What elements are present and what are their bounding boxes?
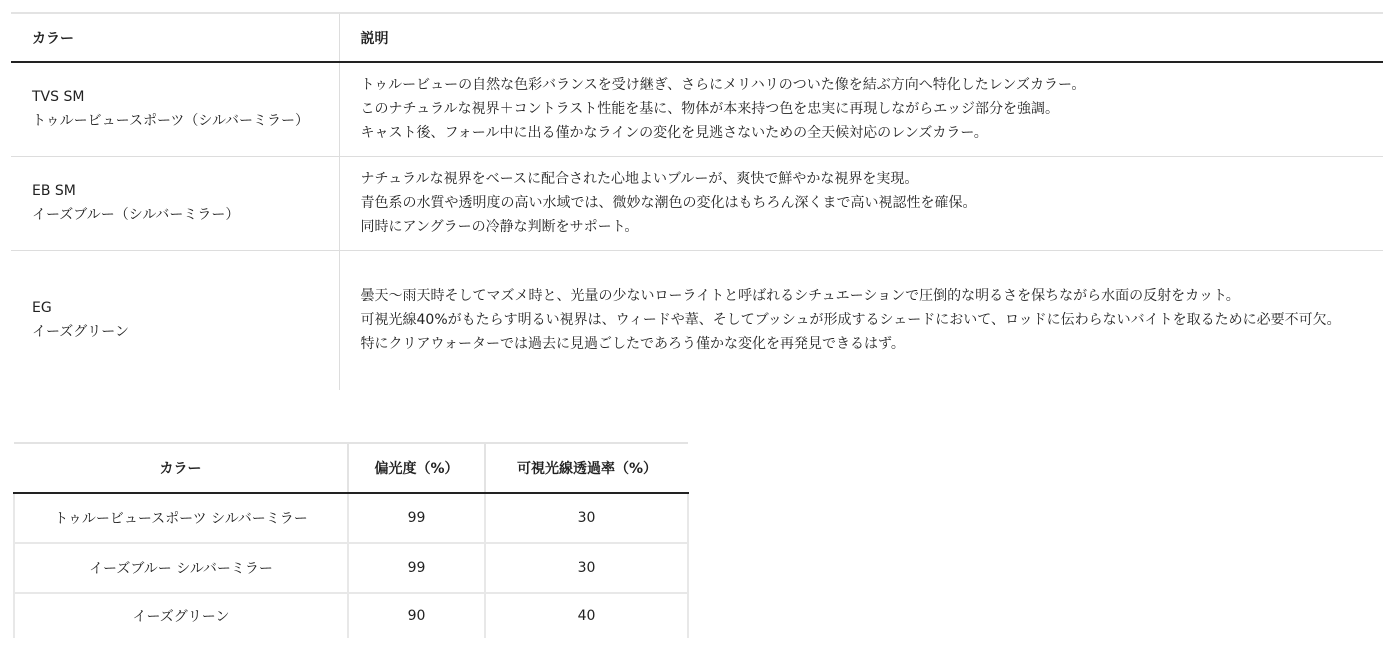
color-name: イーズブルー（シルバーミラー）: [32, 207, 240, 223]
color-cell: トゥルービュースポーツ シルバーミラー: [14, 493, 348, 543]
table-row: [14, 543, 688, 593]
table-header-row: [11, 13, 1383, 62]
description-line: このナチュラルな視界＋コントラスト性能を基に、物体が本来持つ色を忠実に再現しながらエッジ部分を強調。: [360, 101, 1059, 118]
polarization-cell: 99: [348, 543, 485, 593]
color-cell: [11, 156, 339, 250]
header-color: カラー: [11, 13, 339, 62]
color-cell: イーズブルー シルバーミラー: [14, 543, 348, 593]
table-row: [14, 493, 688, 543]
description-line: 特にクリアウォーターでは過去に見過ごしたであろう僅かな変化を再発見できるはず。: [360, 336, 905, 353]
transmittance-cell: 40: [485, 593, 688, 638]
header-description: 説明: [339, 13, 1383, 62]
table-header-row: [14, 443, 688, 493]
description-line: トゥルービューの自然な色彩バランスを受け継ぎ、さらにメリハリのついた像を結ぶ方向へ特化したレンズカラー。: [360, 77, 1086, 94]
description-line: 青色系の水質や透明度の高い水域では、微妙な潮色の変化はもちろん深くまで高い視認性を確保。: [360, 195, 977, 211]
color-code: EB SM: [32, 183, 76, 199]
table-row: [11, 156, 1383, 250]
description-line: キャスト後、フォール中に出る僅かなラインの変化を見逃さないための全天候対応のレンズカラー。: [360, 125, 988, 142]
lens-spec-table: [13, 442, 689, 638]
description-line: 可視光線40%がもたらす明るい視界は、ウィードや葦、そしてブッシュが形成するシェードにおいて、ロッドに伝わらないバイトを取るために必要不可欠。: [360, 312, 1341, 329]
color-cell: [11, 250, 339, 390]
description-cell: [339, 62, 1383, 156]
header-color: カラー: [14, 443, 348, 493]
color-code: EG: [32, 300, 52, 317]
table-row: [11, 250, 1383, 390]
table-row: [14, 593, 688, 638]
description-cell: [339, 250, 1383, 390]
description-cell: [339, 156, 1383, 250]
color-description-table: [11, 12, 1383, 390]
table-row: [11, 62, 1383, 156]
color-name: イーズグリーン: [32, 324, 130, 341]
header-polarization: 偏光度（%）: [348, 443, 485, 493]
color-name: トゥルービュースポーツ（シルバーミラー）: [32, 113, 310, 130]
color-cell: [11, 62, 339, 156]
polarization-cell: 99: [348, 493, 485, 543]
description-line: 同時にアングラーの冷静な判断をサポート。: [360, 219, 639, 235]
description-line: ナチュラルな視界をベースに配合された心地よいブルーが、爽快で鮮やかな視界を実現。: [360, 171, 919, 187]
transmittance-cell: 30: [485, 493, 688, 543]
polarization-cell: 90: [348, 593, 485, 638]
transmittance-cell: 30: [485, 543, 688, 593]
description-line: 曇天〜雨天時そしてマズメ時と、光量の少ないローライトと呼ばれるシチュエーションで圧倒的な明るさを保ちながら水面の反射をカット。: [360, 288, 1240, 305]
color-code: TVS SM: [32, 89, 85, 106]
header-transmittance: 可視光線透過率（%）: [485, 443, 688, 493]
color-cell: イーズグリーン: [14, 593, 348, 638]
